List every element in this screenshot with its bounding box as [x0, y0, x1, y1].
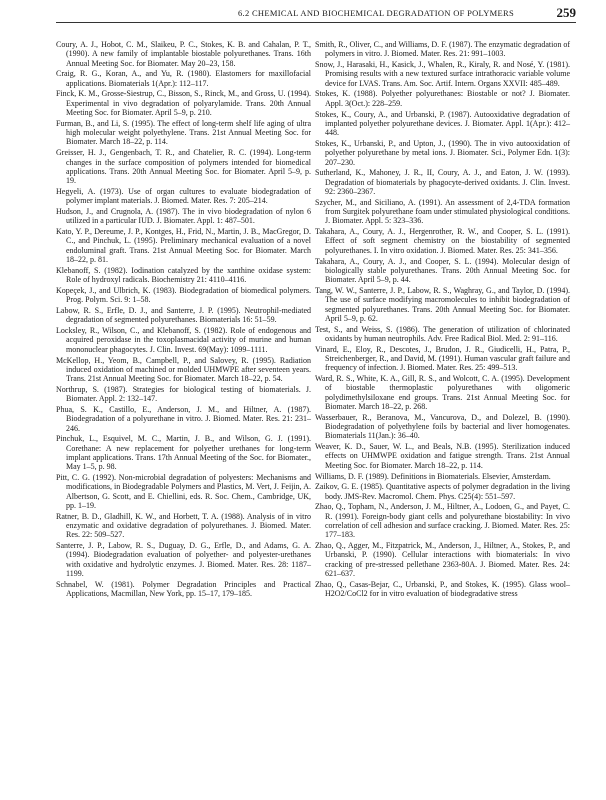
- page-number: 259: [556, 5, 576, 20]
- reference-entry: Ward, R. S., White, K. A., Gill, R. S., and Wolcott, C. A. (1995). Development of biostable thermoplastic polyurethanes with oligomeric polydimethylsiloxane end groups. Trans. 21st Annual Meeting Soc. for Biomater. March 18–22, p. 268.: [315, 374, 570, 411]
- reference-entry: Takahara, A., Coury, A. J., and Cooper, S. L. (1994). Molecular design of biologically stable polyurethanes. Trans. 20th Annual Meeting Soc. for Biomater. April 5–9, p. 44.: [315, 256, 570, 285]
- reference-entry: Phua, S. K., Castillo, E., Anderson, J. M., and Hiltner, A. (1987). Biodegradation of a polyurethane in vitro. J. Biomed. Mater. Res. 21: 231–246.: [56, 404, 311, 433]
- reference-entry: Stokes, K., Urbanski, P., and Upton, J., (1990). The in vivo autooxidation of polyether polyurethane by metal ions. J. Biomater. Sci., Polymer Edn. 1(3): 207–230.: [315, 138, 570, 167]
- page-header: [56, 6, 576, 23]
- reference-entry: Smith, R., Oliver, C., and Williams, D. F. (1987). The enzymatic degradation of polymers in vitro. J. Biomed. Mater. Res. 21: 991–1003.: [315, 40, 570, 59]
- reference-entry: Wasserbauer, R., Beranova, M., Vancurova, D., and Dolezel, B. (1990). Biodegradation of polyethylene foils by bacterial and liver homogenates. Biomaterials 11(Jan.): 36–40.: [315, 412, 570, 441]
- reference-entry: Snow, J., Harasaki, H., Kasick, J., Whalen, R., Kiraly, R. and Nosé, Y. (1981). Promising results with a new textured surface intrathoracic variable volume device for LVAS. Trans. Am. Soc. Artif. Intern. Organs XXVII: 485–489.: [315, 60, 570, 88]
- reference-entry: Takahara, A., Coury, A. J., Hergenrother, R. W., and Cooper, S. L. (1991). Effect of soft segment chemistry on the biostability of segmented polyurethanes. I. In vitro oxidation. J. Biomed. Mater. Res. 25: 341–356.: [315, 227, 570, 255]
- reference-entry: Ratner, B. D., Gladhill, K. W., and Horbett, T. A. (1988). Analysis of in vitro enzymatic and oxidative degradation of polyurethanes. J. Biomed. Mater. Res. 22: 509–527.: [56, 511, 311, 540]
- reference-entry: Hudson, J., and Crugnola, A. (1987). The in vivo biodegradation of nylon 6 utilized in a particular IUD. J. Biomater. Appl. 1: 487–501.: [56, 207, 311, 226]
- reference-entry: Santerre, J. P., Labow, R. S., Duguay, D. G., Erfle, D., and Adams, G. A. (1994). Biodegradation evaluation of polyether- and polyester-urethanes with oxidative and hydrolytic enzymes. J. Biomed. Mater. Res. 28: 1187–1199.: [56, 541, 311, 579]
- references-right-column: [315, 40, 570, 600]
- reference-entry: Pitt, C. G. (1992). Non-microbial degradation of polyesters: Mechanisms and modifications, in Biodegradable Polymers and Plastics, M. Vert, J. Feijin, A. Albertson, G. Scott, and E. Chiellini, eds. R. Soc. Chem., Cambridge, UK, pp. 1–19.: [56, 473, 311, 510]
- reference-entry: Tang, W. W., Santerre, J. P., Labow, R. S., Waghray, G., and Taylor, D. (1994). The use of surface modifying macromolecules to inhibit biodegradation of segmented polyurethanes. Trans. 20th Annual Meeting Soc. for Biomater. April 5–9, p. 62.: [315, 285, 570, 323]
- reference-entry: Coury, A. J., Hobot, C. M., Slaikeu, P. C., Stokes, K. B. and Cahalan, P. T., (1990). A new family of implantable biostable polyurethanes. Trans. 16th Annual Meeting Soc. for Biomater. May 20–23, 158.: [56, 40, 311, 68]
- reference-entry: Furman, B., and Li, S. (1995). The effect of long-term shelf life aging of ultra high molecular weight polyethylene. Trans. 21st Annual Meeting Soc. for Biomater. March 18–22, p. 114.: [56, 118, 311, 147]
- reference-entry: Test, S., and Weiss, S. (1986). The generation of utilization of chlorinated oxidants by human neutrophils. Adv. Free Radical Biol. Med. 2: 91–116.: [315, 324, 570, 343]
- reference-entry: Pinchuk, L., Esquivel, M. C., Martin, J. B., and Wilson, G. J. (1991). Corethane: A new replacement for polyether urethanes for long-term implant applications. Trans. 17th Annual Meeting of the Soc. for Biomater., May 1–5, p. 98.: [56, 434, 311, 472]
- reference-entry: Hegyeli, A. (1973). Use of organ cultures to evaluate biodegradation of polymer implant materials. J. Biomed. Mater. Res. 7: 205–214.: [56, 186, 311, 206]
- reference-entry: Craig, R. G., Koran, A., and Yu, R. (1980). Elastomers for maxillofacial applications. Biomaterials 1(Apr.): 112–117.: [56, 69, 311, 88]
- reference-entry: Zhao, Q., Casas-Bejar, C., Urbanski, P., and Stokes, K. (1995). Glass wool–H2O2/CoCl2 for in vitro evaluation of biodegradative stress: [315, 579, 570, 599]
- reference-entry: Sutherland, K., Mahoney, J. R., II, Coury, A. J., and Eaton, J. W. (1993). Degradation of biomaterials by phagocyte-derived oxidants. J. Clin. Invest. 92: 2360–2367.: [315, 168, 570, 196]
- reference-entry: Labow, R. S., Erfle, D. J., and Santerre, J. P. (1995). Neutrophil-mediated degradation of segmented polyurethanes. Biomaterials 16: 51–59.: [56, 306, 311, 325]
- reference-entry: Weaver, K. D., Sauer, W. L., and Beals, N.B. (1995). Sterilization induced effects on UHMWPE oxidation and fatigue strength. Trans. 21st Annual Meeting Soc. for Biomater. March 18–22, p. 114.: [315, 442, 570, 470]
- reference-entry: Williams, D. F. (1989). Definitions in Biomaterials. Elsevier, Amsterdam.: [315, 471, 551, 481]
- reference-entry: Kopeçek, J., and Ulbrich, K. (1983). Biodegradation of biomedical polymers. Prog. Polym. Sci. 9: 1–58.: [56, 285, 311, 305]
- reference-entry: Szycher, M., and Siciliano, A. (1991). An assessment of 2,4-TDA formation from Surgitek polyurethane foam under stimulated physiological conditions. J. Biomater. Appl. 5: 323–336.: [315, 197, 570, 226]
- references-left-column: [56, 40, 311, 600]
- reference-entry: Zaikov, G. E. (1985). Quantitative aspects of polymer degradation in the living body. JMS-Rev. Macromol. Chem. Phys. C25(4): 551–597.: [315, 482, 570, 501]
- reference-entry: Klebanoff, S. (1982). Iodination catalyzed by the xanthine oxidase system: Role of hydroxyl radicals. Biochemistry 21: 4110–4116.: [56, 265, 311, 285]
- reference-entry: Locksley, R., Wilson, C., and Klebanoff, S. (1982). Role of endogenous and acquired peroxidase in the toxoplasmacidal activity of murine and human mononuclear phagocytes. J. Clin. Invest. 69(May): 1099–1111.: [56, 326, 311, 354]
- reference-entry: Zhao, Q., Agger, M., Fitzpatrick, M., Anderson, J., Hiltner, A., Stokes, P., and Urbanski, P. (1990). Cellular interactions with biomaterials: In vivo cracking of pre-stressed pellethane 2363-80A. J. Biomed. Mater. Res. 24: 621–637.: [315, 541, 570, 579]
- reference-entry: Finck, K. M., Grosse-Siestrup, C., Bisson, S., Rinck, M., and Gross, U. (1994). Experimental in vivo degradation of polyarylamide. Trans. 20th Annual Meeting Soc. for Biomater. April 5–9, p. 210.: [56, 89, 311, 118]
- running-head: 6.2 CHEMICAL AND BIOCHEMICAL DEGRADATION OF POLYMERS: [238, 8, 514, 18]
- reference-entry: Stokes, K., Coury, A., and Urbanski, P. (1987). Autooxidative degradation of implanted polyether polyurethane devices. J. Biomater. Appl. 1(Apr.): 412–448.: [315, 109, 570, 138]
- reference-entry: Greisser, H. J., Gengenbach, T. R., and Chatelier, R. C. (1994). Long-term changes in the surface composition of polymers intended for biomedical applications. Trans. 20th Annual Meeting Soc. for Biomater. April 5–9, p. 19.: [56, 148, 311, 186]
- reference-entry: Schnabel, W. (1981). Polymer Degradation Principles and Practical Applications, Macmillan, New York, pp. 15–17, 179–185.: [56, 579, 311, 599]
- reference-entry: Stokes, K. (1988). Polyether polyurethanes: Biostable or not? J. Biomater. Appl. 3(Oct.): 228–259.: [315, 89, 570, 108]
- reference-entry: McKellop, H., Yeom, B., Campbell, P., and Salovey, R. (1995). Radiation induced oxidation of machined or molded UHMWPE after seventeen years. Trans. 21st Annual Meeting Soc. for Biomater. March 18–22, p. 54.: [56, 355, 311, 384]
- reference-entry: Northrup, S. (1987). Strategies for biological testing of biomaterials. J. Biomater. Appl. 2: 132–147.: [56, 384, 311, 404]
- reference-entry: Kato, Y. P., Dereume, J. P., Kontges, H., Frid, N., Martin, J. B., MacGregor, D. C., and Pinchuk, L. (1995). Preliminary mechanical evaluation of a novel endoluminal graft. Trans. 21st Annual Meeting Soc. for Biomater. March 18–22, p. 81.: [56, 227, 311, 265]
- reference-entry: Zhao, Q., Topham, N., Anderson, J. M., Hiltner, A., Lodoen, G., and Payet, C. R. (1991). Foreign-body giant cells and polyurethane biostability: In vivo correlation of cell adhesion and surface cracking. J. Biomed. Mater. Res. 25: 177–183.: [315, 502, 570, 540]
- reference-entry: Vinard, E., Eloy, R., Descotes, J., Brudon, J. R., Giudicelli, H., Patra, P., Streichenberger, R., and David, M. (1991). Human vascular graft failure and frequency of infection. J. Biomed. Mater. Res. 25: 499–513.: [315, 344, 570, 373]
